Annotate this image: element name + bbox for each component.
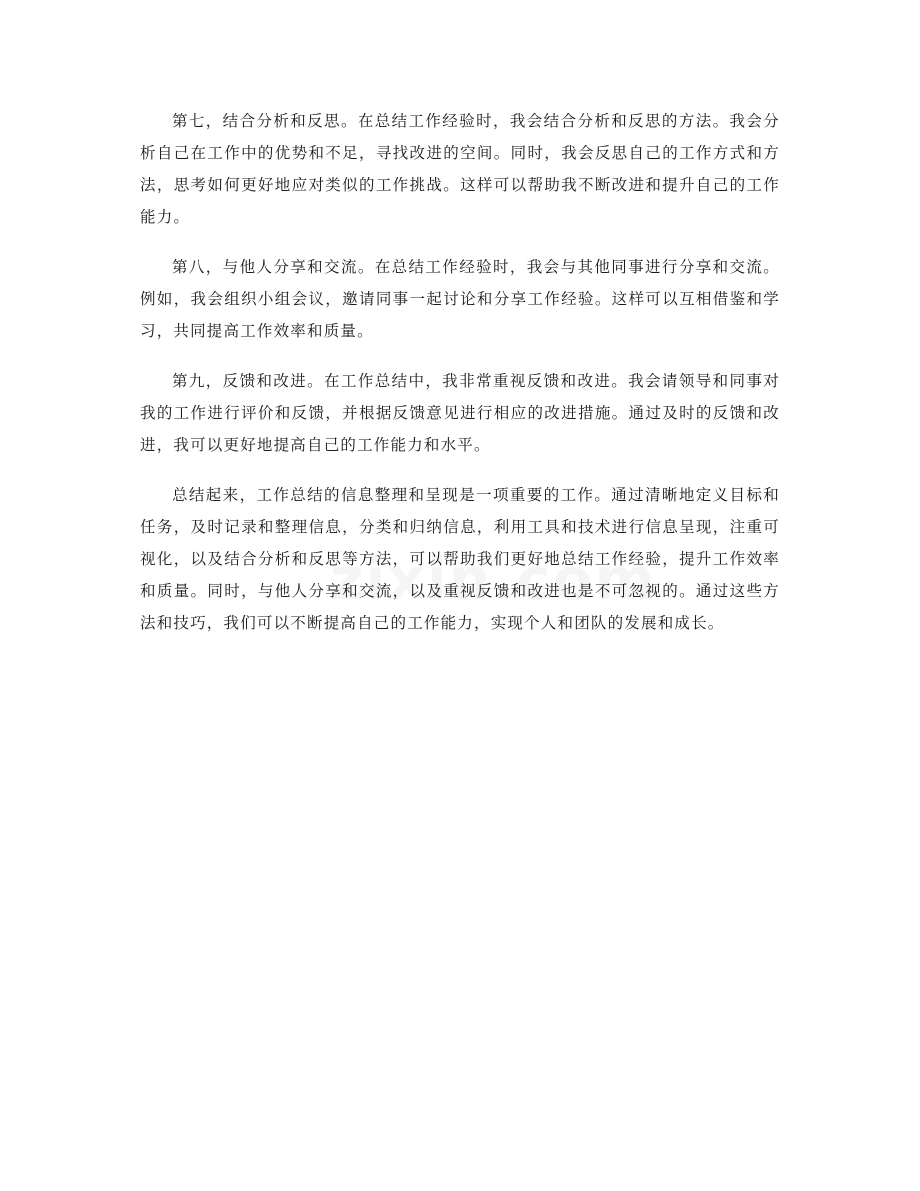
paragraph-ninth: 第九，反馈和改进。在工作总结中，我非常重视反馈和改进。我会请领导和同事对我的工作进行评价和反馈，并根据反馈意见进行相应的改进措施。通过及时的反馈和改进，我可以更好地提高自己的工作能力和水平。 [140,372,780,454]
watermark-logo [330,545,590,615]
paragraph-summary: 总结起来，工作总结的信息整理和呈现是一项重要的工作。通过清晰地定义目标和任务，及时记录和整理信息，分类和归纳信息，利用工具和技术进行信息呈现，注重可视化，以及结合分析和反思等方法，可以帮助我们更好地总结工作经验，提升工作效率和质量。同时，与他人分享和交流，以及重视反馈和改进也是不可忽视的。通过这些方法和技巧，我们可以不断提高自己的工作能力，实现个人和团队的发展和成长。 [140,486,780,632]
paragraph-eighth: 第八，与他人分享和交流。在总结工作经验时，我会与其他同事进行分享和交流。例如，我会组织小组会议，邀请同事一起讨论和分享工作经验。这样可以互相借鉴和学习，共同提高工作效率和质量。 [140,258,780,340]
paragraph-seventh: 第七，结合分析和反思。在总结工作经验时，我会结合分析和反思的方法。我会分析自己在工作中的优势和不足，寻找改进的空间。同时，我会反思自己的工作方式和方法，思考如何更好地应对类似的工作挑战。这样可以帮助我不断改进和提升自己的工作能力。 [140,112,780,226]
